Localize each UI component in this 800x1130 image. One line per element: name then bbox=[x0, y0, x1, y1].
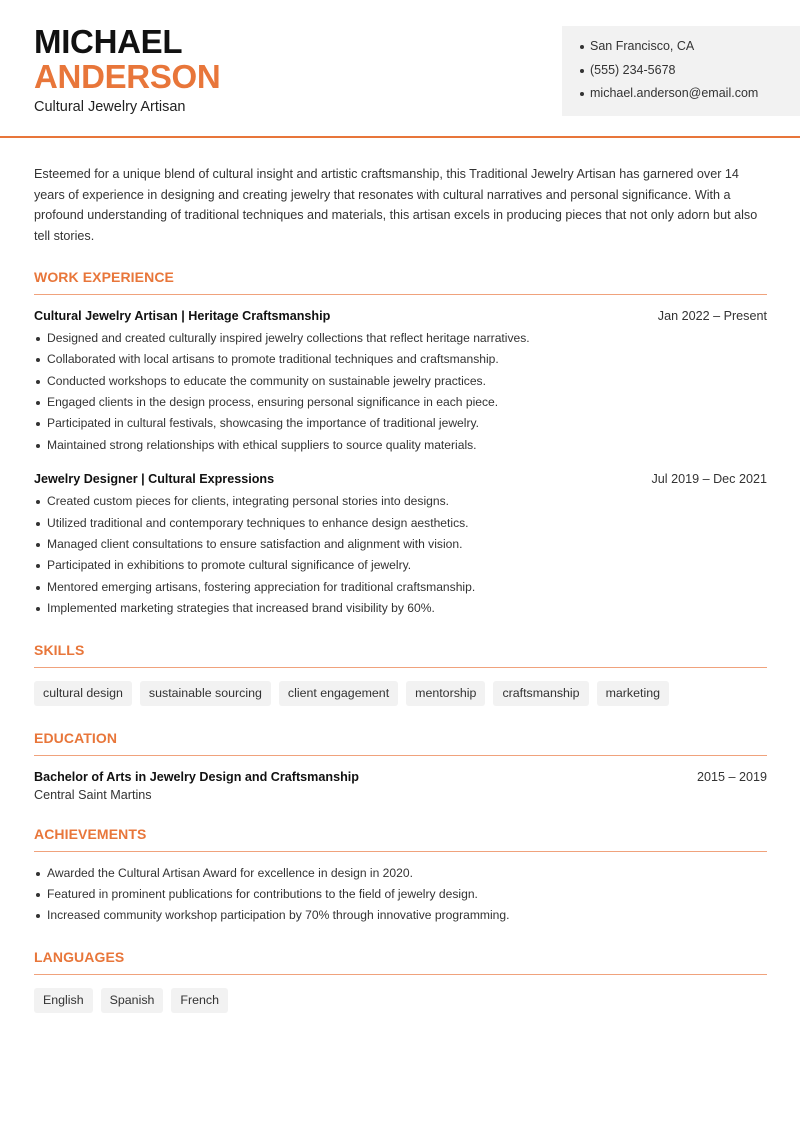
list-item: Created custom pieces for clients, integrating personal stories into designs. bbox=[34, 491, 767, 512]
job-bullets bbox=[34, 328, 767, 456]
degree-title: Bachelor of Arts in Jewelry Design and Craftsmanship bbox=[34, 769, 359, 784]
job-title: Jewelry Designer | Cultural Expressions bbox=[34, 472, 275, 487]
list-item: Utilized traditional and contemporary techniques to enhance design aesthetics. bbox=[34, 513, 767, 534]
section-title-achievements: ACHIEVEMENTS bbox=[34, 826, 767, 852]
contact-email[interactable]: michael.anderson@email.com bbox=[580, 82, 800, 106]
list-item: Engaged clients in the design process, ensuring personal significance in each piece. bbox=[34, 392, 767, 413]
education-dates: 2015 – 2019 bbox=[696, 769, 767, 784]
list-item: Featured in prominent publications for contributions to the field of jewelry design. bbox=[34, 884, 767, 905]
work-experience-section bbox=[34, 269, 767, 620]
section-title-languages: LANGUAGES bbox=[34, 949, 767, 975]
section-title-work: WORK EXPERIENCE bbox=[34, 269, 767, 295]
languages-section bbox=[34, 949, 767, 1013]
list-item: Collaborated with local artisans to promote traditional techniques and craftsmanship. bbox=[34, 349, 767, 370]
skills-tags bbox=[34, 681, 767, 706]
first-name: MICHAEL bbox=[34, 23, 183, 60]
skill-tag: marketing bbox=[597, 681, 669, 706]
list-item: Designed and created culturally inspired jewelry collections that reflect heritage narratives. bbox=[34, 328, 767, 349]
contact-box bbox=[562, 26, 800, 116]
language-tag: English bbox=[34, 988, 93, 1013]
resume-header bbox=[0, 0, 800, 138]
job-title: Cultural Jewelry Artisan | Heritage Craftsmanship bbox=[34, 308, 331, 323]
list-item: Increased community workshop participation by 70% through innovative programming. bbox=[34, 905, 767, 926]
contact-phone: (555) 234-5678 bbox=[580, 59, 800, 83]
list-item: Participated in exhibitions to promote cultural significance of jewelry. bbox=[34, 555, 767, 576]
job-dates: Jul 2019 – Dec 2021 bbox=[651, 472, 767, 487]
resume-body bbox=[34, 164, 767, 1013]
education-section bbox=[34, 730, 767, 802]
skill-tag: mentorship bbox=[406, 681, 485, 706]
job-bullets bbox=[34, 491, 767, 619]
list-item: Participated in cultural festivals, showcasing the importance of traditional jewelry. bbox=[34, 413, 767, 434]
job-entry bbox=[34, 309, 767, 456]
section-title-skills: SKILLS bbox=[34, 642, 767, 668]
summary-paragraph: Esteemed for a unique blend of cultural insight and artistic craftsmanship, this Traditional Jewelry Artisan has garnered over 14 years of experience in designing and creating jewelry that resonates with cultural narratives and personal significance. With a profound understanding of traditional techniques and materials, this artisan excels in producing pieces that not only adorn but also tell stories. bbox=[34, 167, 758, 244]
achievements-section bbox=[34, 826, 767, 927]
candidate-name bbox=[34, 24, 220, 94]
section-title-education: EDUCATION bbox=[34, 730, 767, 756]
job-dates: Jan 2022 – Present bbox=[657, 308, 767, 323]
achievement-bullets bbox=[34, 863, 767, 927]
list-item: Awarded the Cultural Artisan Award for excellence in design in 2020. bbox=[34, 863, 767, 884]
skill-tag: cultural design bbox=[34, 681, 132, 706]
skill-tag: craftsmanship bbox=[493, 681, 588, 706]
skills-section bbox=[34, 642, 767, 706]
skill-tag: sustainable sourcing bbox=[140, 681, 271, 706]
job-role: Cultural Jewelry Artisan bbox=[34, 99, 186, 115]
language-tag: Spanish bbox=[101, 988, 164, 1013]
list-item: Managed client consultations to ensure satisfaction and alignment with vision. bbox=[34, 534, 767, 555]
language-tags bbox=[34, 988, 767, 1013]
list-item: Implemented marketing strategies that increased brand visibility by 60%. bbox=[34, 598, 767, 619]
skill-tag: client engagement bbox=[279, 681, 398, 706]
list-item: Maintained strong relationships with ethical suppliers to source quality materials. bbox=[34, 435, 767, 456]
contact-location: San Francisco, CA bbox=[580, 35, 800, 59]
job-entry bbox=[34, 472, 767, 619]
list-item: Conducted workshops to educate the community on sustainable jewelry practices. bbox=[34, 371, 767, 392]
list-item: Mentored emerging artisans, fostering appreciation for traditional craftsmanship. bbox=[34, 577, 767, 598]
last-name: ANDERSON bbox=[34, 58, 221, 95]
school-name: Central Saint Martins bbox=[34, 787, 152, 802]
language-tag: French bbox=[171, 988, 228, 1013]
